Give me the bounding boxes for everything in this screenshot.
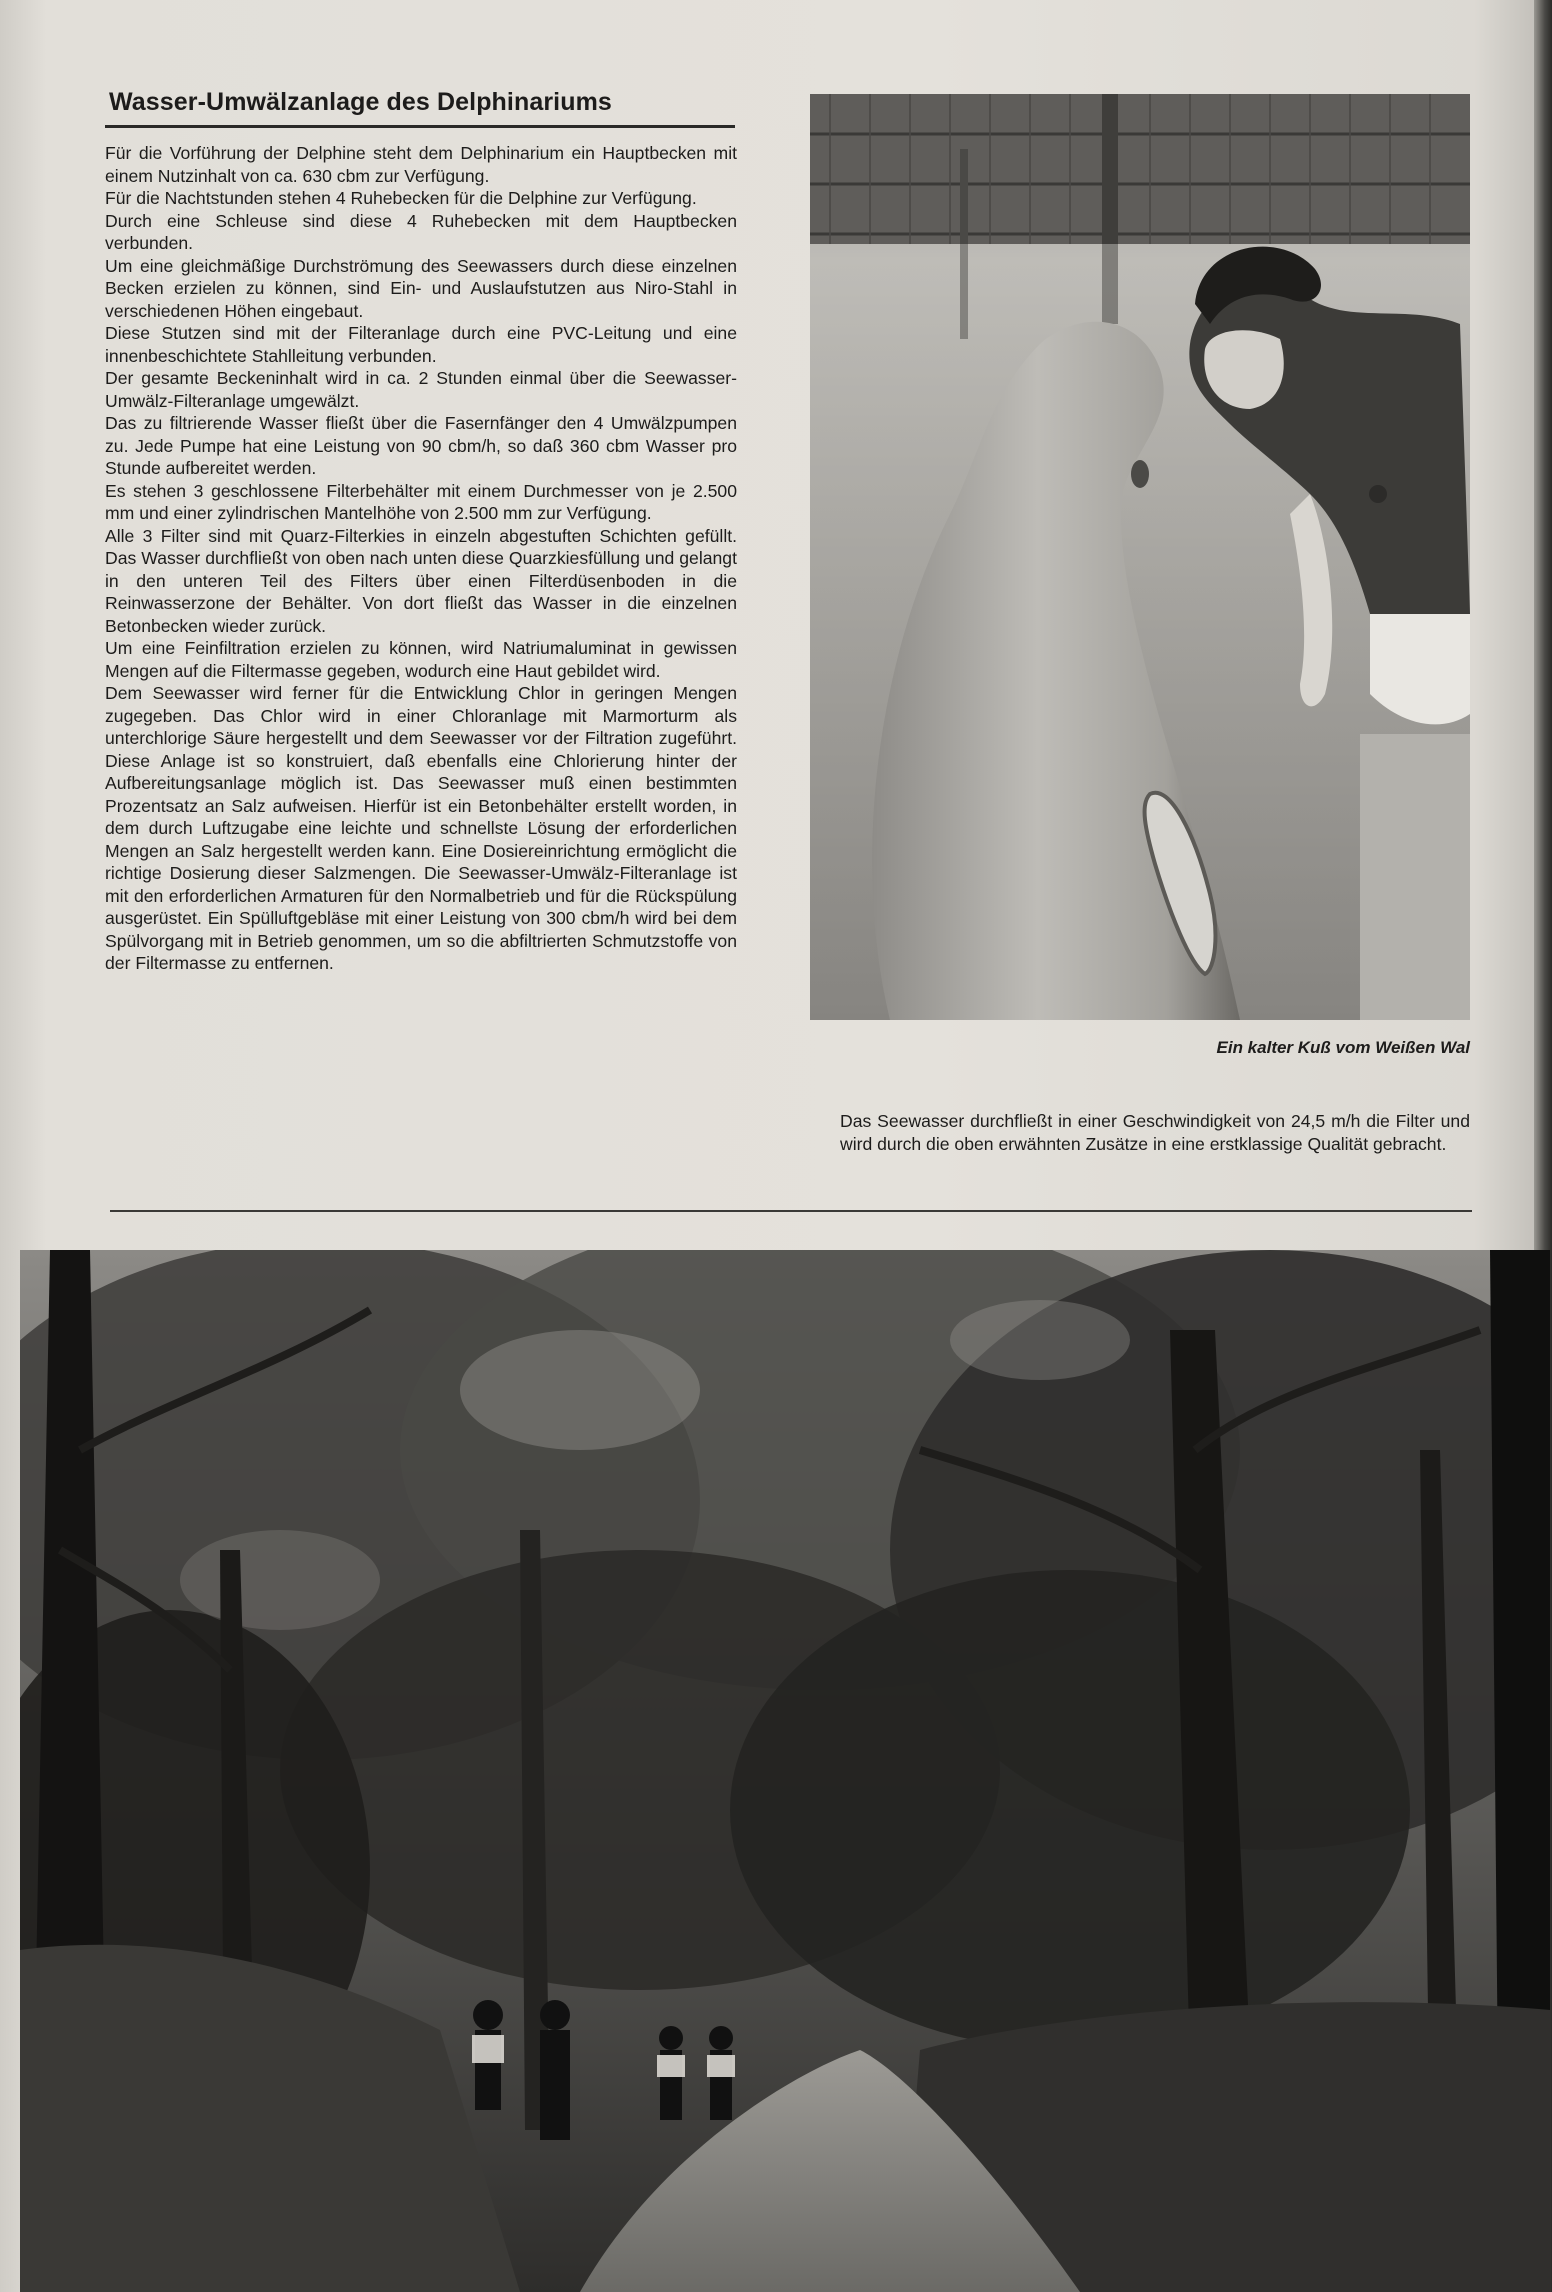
headline-underline <box>105 125 735 128</box>
article-paragraph: Es stehen 3 geschlossene Filterbehälter mit einem Durchmesser von je 2.500 mm und einer zylindrischen Mantelhöhe von 2.500 mm zur Verfügung. <box>105 480 737 523</box>
article-paragraph: Durch eine Schleuse sind diese 4 Ruhebecken mit dem Hauptbecken verbunden. <box>105 210 737 253</box>
article-paragraph: Alle 3 Filter sind mit Quarz-Filterkies in einzeln abgestuften Schichten gefüllt. Das Wasser durchfließt von oben nach unten diese Quarzkiesfüllung und gelangt in den unteren Teil des Filters über einen Filterdüsenboden in die Reinwasserzone der Behälter. Von dort fließt das Wasser in die einzelnen Betonbecken wieder zurück. <box>105 525 737 636</box>
whale-kiss-photo-icon <box>810 94 1470 1020</box>
article-paragraph: Diese Stutzen sind mit der Filteranlage durch eine PVC-Leitung und eine innenbeschichtete Stahlleitung verbunden. <box>105 323 737 366</box>
article-body <box>105 142 737 975</box>
article-paragraph: Der gesamte Beckeninhalt wird in ca. 2 Stunden einmal über die Seewasser-Umwälz-Filteranlage umgewälzt. <box>105 368 737 411</box>
photo-caption: Ein kalter Kuß vom Weißen Wal <box>1216 1038 1470 1057</box>
section-divider <box>110 1210 1472 1212</box>
article-column <box>105 88 737 975</box>
article-headline: Wasser-Umwälzanlage des Delphinariums <box>109 88 612 116</box>
article-paragraph: Für die Nachtstunden stehen 4 Ruhebecken für die Delphine zur Verfügung. <box>105 188 697 208</box>
forest-path-photo <box>20 1250 1550 2292</box>
forest-path-photo-icon <box>20 1250 1550 2292</box>
article-paragraph: Für die Vorführung der Delphine steht dem Delphinarium ein Hauptbecken mit einem Nutzinhalt von ca. 630 cbm zur Verfügung. <box>105 143 737 186</box>
side-paragraph: Das Seewasser durchfließt in einer Geschwindigkeit von 24,5 m/h die Filter und wird durch die oben erwähnten Zusätze in eine erstklassige Qualität gebracht. <box>840 1111 1470 1154</box>
article-paragraph: Das zu filtrierende Wasser fließt über die Fasernfänger den 4 Umwälzpumpen zu. Jede Pumpe hat eine Leistung von 90 cbm/h, so daß 360 cbm Wasser pro Stunde aufbereitet werden. <box>105 413 737 478</box>
beluga-kiss-photo <box>810 94 1470 1020</box>
article-paragraph: Um eine Feinfiltration erzielen zu können, wird Natriumaluminat in gewissen Mengen auf die Filtermasse gegeben, wodurch eine Haut gebildet wird. <box>105 638 737 681</box>
article-paragraph: Um eine gleichmäßige Durchströmung des Seewassers durch diese einzelnen Becken erzielen zu können, sind Ein- und Auslaufstutzen aus Niro-Stahl in verschiedenen Höhen eingebaut. <box>105 255 737 321</box>
article-paragraph: Dem Seewasser wird ferner für die Entwicklung Chlor in geringen Mengen zugegeben. Das Chlor wird in einer Chloranlage mit Marmorturm als unterchlorige Säure hergestellt und dem Seewasser vor der Filtration zugeführt. Diese Anlage ist so konstruiert, daß ebenfalls eine Chlorierung hinter der Aufbereitungsanlage möglich ist. Das Seewasser muß einen bestimmten Prozentsatz an Salz aufweisen. Hierfür ist ein Betonbehälter erstellt worden, in dem durch Luftzugabe eine leichte und schnellste Lösung der erforderlichen Mengen an Salz hergestellt werden kann. Eine Dosiereinrichtung ermöglicht die richtige Dosierung dieser Salzmengen. Die Seewasser-Umwälz-Filteranlage ist mit den erforderlichen Armaturen für den Normalbetrieb und für die Rückspülung ausgerüstet. Ein Spülluftgebläse mit einer Leistung von 300 cbm/h wird bei dem Spülvorgang mit in Betrieb genommen, um so die abfiltrierten Schmutzstoffe von der Filtermasse zu entfernen. <box>105 683 737 973</box>
